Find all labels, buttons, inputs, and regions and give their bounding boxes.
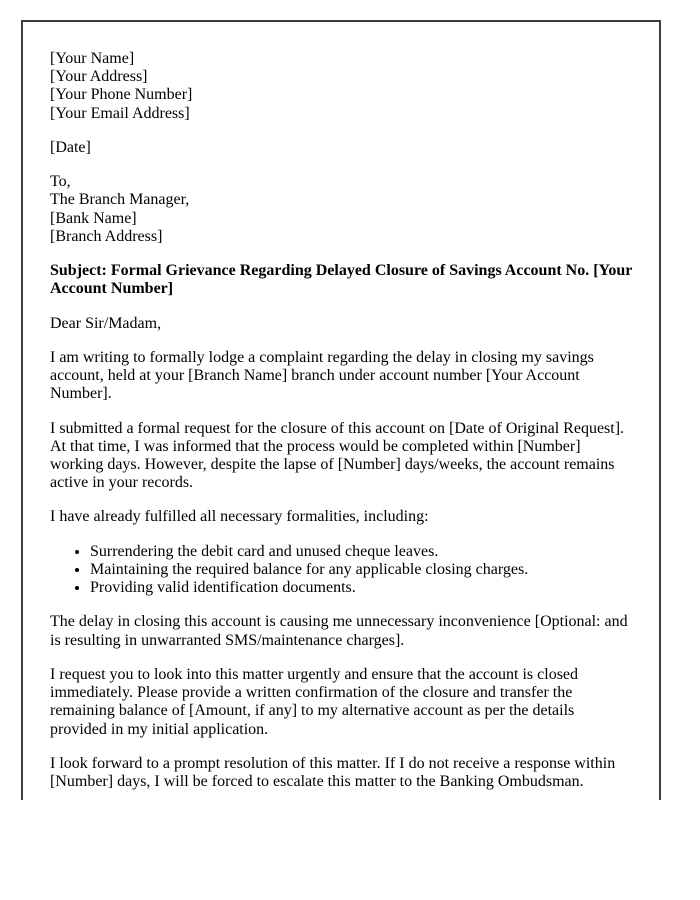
letter-body — [23, 22, 659, 800]
letter-page — [21, 20, 661, 800]
sender-name: [Your Name] — [50, 50, 135, 67]
paragraph-intro: I am writing to formally lodge a complaint regarding the delay in closing my savings account, held at your [Branch Name] branch under account number [Your Account Number]. — [50, 348, 594, 403]
recipient-to: To, — [50, 173, 71, 191]
recipient-branch-address: [Branch Address] — [50, 227, 163, 245]
sender-address-block — [50, 50, 633, 123]
recipient-title: The Branch Manager, — [50, 191, 190, 209]
paragraph-inconvenience: The delay in closing this account is causing me unnecessary inconvenience [Optional: and is resulting in unwarranted SMS/maintenance charges]. — [50, 613, 628, 649]
salutation: Dear Sir/Madam, — [50, 314, 162, 332]
formalities-list — [50, 543, 633, 598]
recipient-address-block — [50, 173, 633, 246]
subject-line: Subject: Formal Grievance Regarding Delayed Closure of Savings Account No. [Your Account Number] — [50, 262, 633, 298]
paragraph-escalation: I look forward to a prompt resolution of this matter. If I do not receive a response within [Number] days, I will be forced to escalate this matter to the Banking Ombudsman. — [50, 754, 616, 791]
sender-phone: [Your Phone Number] — [50, 86, 193, 104]
paragraph-demand: I request you to look into this matter urgently and ensure that the account is closed immediately. Please provide a written confirmation of the closure and transfer the remaining balance of [Amount, if any] to my alternative account as per the details provided in my initial application. — [50, 665, 579, 738]
paragraph-formalities-lead: I have already fulfilled all necessary formalities, including: — [50, 508, 429, 526]
recipient-bank-name: [Bank Name] — [50, 209, 137, 227]
formality-item: • Surrendering the debit card and unused cheque leaves. — [90, 543, 633, 561]
paragraph-request-history: I submitted a formal request for the closure of this account on [Date of Original Request]. At that time, I was informed that the process would be completed within [Number] working days. However, despite the lapse of [Number] days/weeks, the account remains active in your records. — [50, 419, 625, 492]
sender-address: [Your Address] — [50, 68, 148, 86]
formality-item: • Maintaining the required balance for any applicable closing charges. — [90, 561, 633, 579]
formality-item: • Providing valid identification documents. — [90, 579, 633, 597]
sender-email: [Your Email Address] — [50, 104, 190, 122]
date-line: [Date] — [50, 138, 91, 156]
